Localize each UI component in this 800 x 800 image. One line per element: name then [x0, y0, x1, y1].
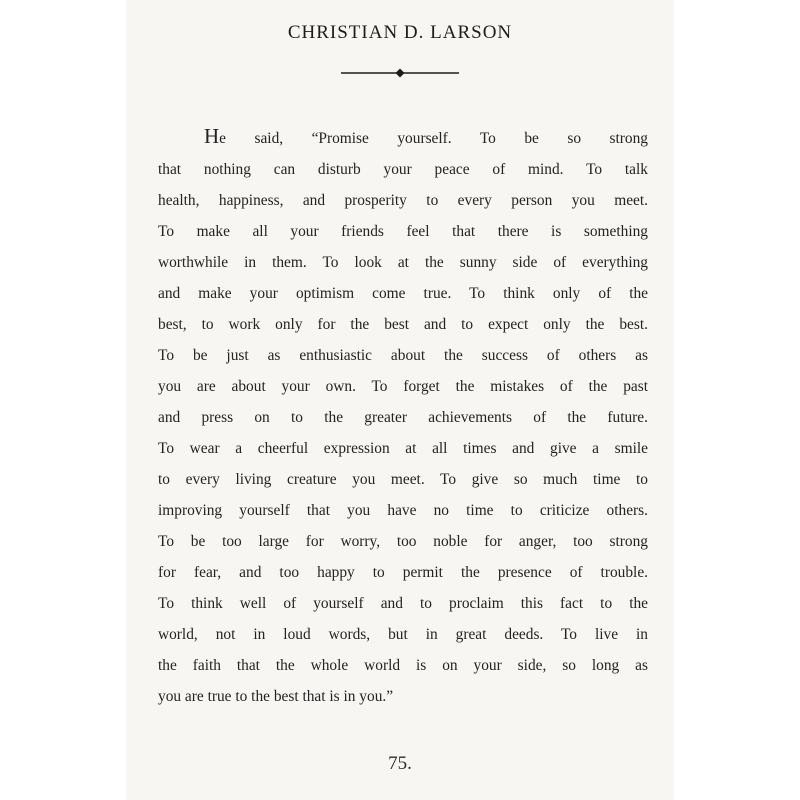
- quote-line: improving yourself that you have no time to criticize others.: [158, 502, 648, 519]
- diamond-rule-icon: [341, 66, 459, 80]
- quote-line: you are true to the best that is in you.”: [158, 688, 394, 705]
- quote-body: [158, 121, 648, 712]
- quote-line: To think well of yourself and to proclaim this fact to the: [158, 595, 648, 612]
- drop-capital: H: [204, 124, 220, 148]
- book-page: [127, 0, 673, 800]
- quote-line: To make all your friends feel that there is something: [158, 223, 648, 240]
- quote-line: and make your optimism come true. To think only of the: [158, 285, 648, 302]
- quote-line-text: e said, “Promise yourself. To be so strong: [219, 130, 648, 147]
- quote-line: for fear, and too happy to permit the presence of trouble.: [158, 564, 648, 581]
- quote-line: To be too large for worry, too noble for anger, too strong: [158, 533, 648, 550]
- page-number: 75.: [388, 753, 412, 774]
- quote-line: To wear a cheerful expression at all times and give a smile: [158, 440, 648, 457]
- quote-line: [158, 121, 648, 154]
- quote-line: you are about your own. To forget the mistakes of the past: [158, 378, 648, 395]
- quote-line: and press on to the greater achievements of the future.: [158, 409, 648, 426]
- quote-line: the faith that the whole world is on your side, so long as: [158, 657, 648, 674]
- page-heading: CHRISTIAN D. LARSON: [287, 22, 513, 43]
- quote-line: to every living creature you meet. To give so much time to: [158, 471, 648, 488]
- quote-line: worthwhile in them. To look at the sunny side of everything: [158, 254, 648, 271]
- quote-line: To be just as enthusiastic about the success of others as: [158, 347, 648, 364]
- quote-line: health, happiness, and prosperity to every person you meet.: [158, 192, 648, 209]
- quote-line: best, to work only for the best and to expect only the best.: [158, 316, 648, 333]
- quote-line: world, not in loud words, but in great deeds. To live in: [158, 626, 648, 643]
- quote-line: that nothing can disturb your peace of mind. To talk: [158, 161, 648, 178]
